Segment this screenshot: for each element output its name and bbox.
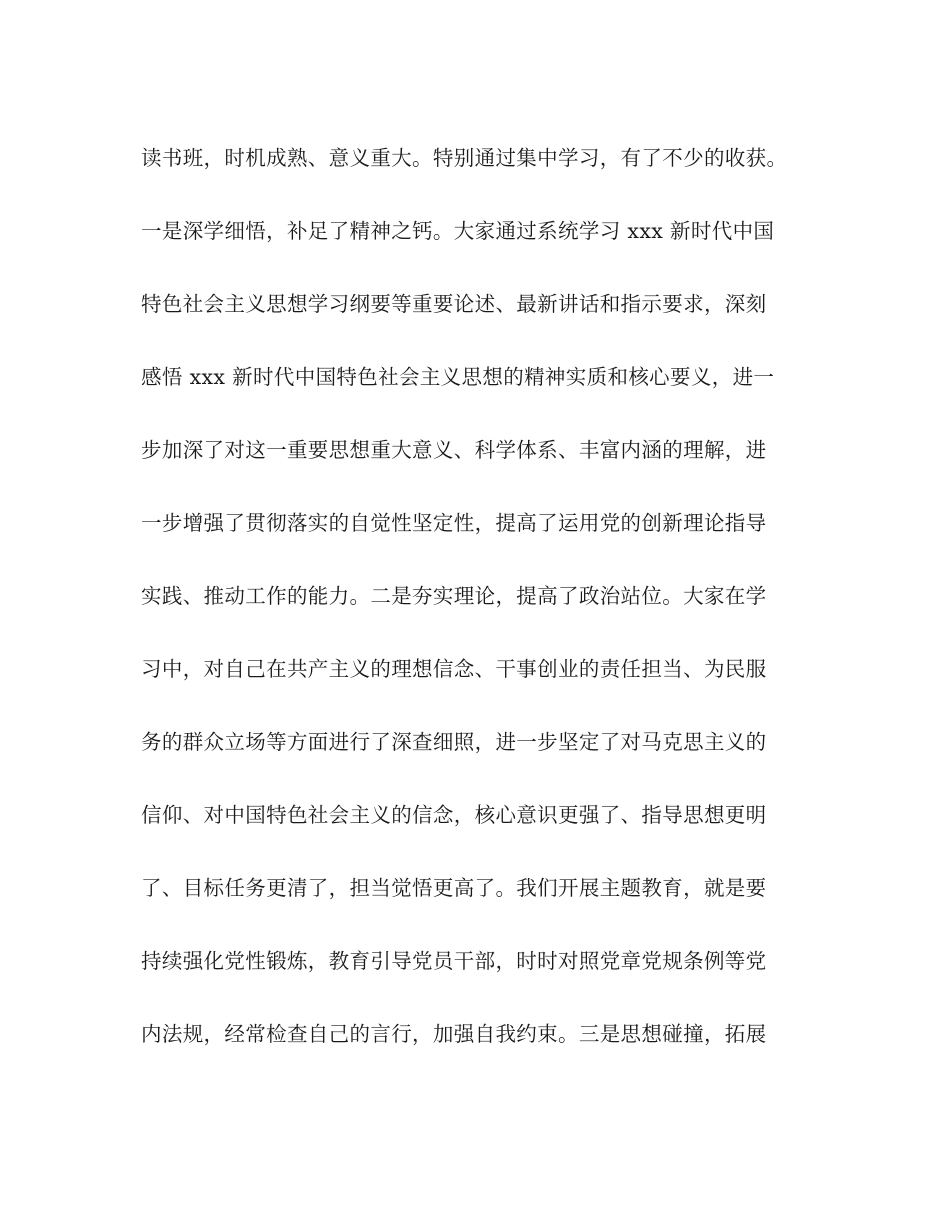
text-line: 实践、推动工作的能力。二是夯实理论，提高了政治站位。大家在学: [141, 584, 767, 608]
text-line: 读书班，时机成熟、意义重大。特别通过集中学习，有了不少的收获。: [141, 146, 788, 170]
text-line: 步加深了对这一重要思想重大意义、科学体系、丰富内涵的理解，进: [141, 438, 767, 462]
text-line: 了、目标任务更清了，担当觉悟更高了。我们开展主题教育，就是要: [141, 876, 767, 900]
text-line: 内法规，经常检查自己的言行，加强自我约束。三是思想碰撞，拓展: [141, 1022, 767, 1046]
text-line: 习中，对自己在共产主义的理想信念、干事创业的责任担当、为民服: [141, 657, 767, 681]
text-line: 特色社会主义思想学习纲要等重要论述、最新讲话和指示要求，深刻: [141, 292, 767, 316]
text-line: 持续强化党性锻炼，教育引导党员干部，时时对照党章党规条例等党: [141, 949, 767, 973]
text-line: 感悟 xxx 新时代中国特色社会主义思想的精神实质和核心要义，进一: [141, 365, 775, 389]
text-line: 一步增强了贯彻落实的自觉性坚定性，提高了运用党的创新理论指导: [141, 511, 767, 535]
text-line: 务的群众立场等方面进行了深查细照，进一步坚定了对马克思主义的: [141, 730, 767, 754]
body-text: [141, 137, 811, 1086]
text-line: 一是深学细悟，补足了精神之钙。大家通过系统学习 xxx 新时代中国: [141, 219, 775, 243]
text-line: 信仰、对中国特色社会主义的信念，核心意识更强了、指导思想更明: [141, 803, 767, 827]
